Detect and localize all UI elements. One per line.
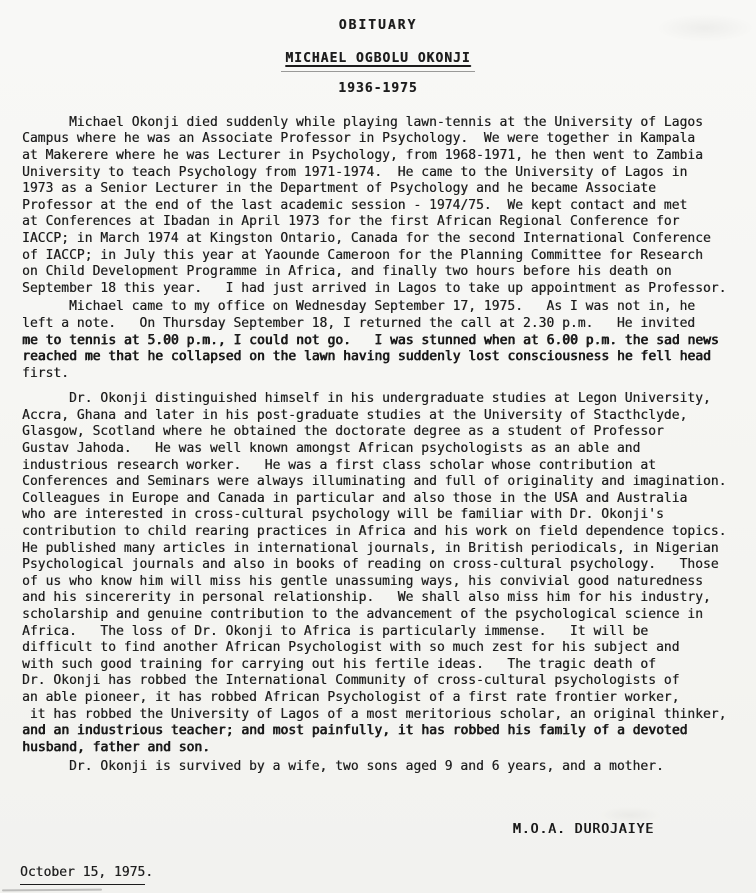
date-text: October 15, 1975: [20, 865, 145, 886]
paragraph-career-tribute: Dr. Okonji distinguished himself in his undergraduate studies at Legon University, Accra, Ghana and later in his post-graduate studies at the University of Stacthclyde, Glasgow, Scotland where he obtained the doctorate degree as a student of Professor Gustav Jahoda. He was well known amongst African psychologists as an able and industrious research worker. He was a first class scholar whose contribution at Conferences and Seminars were always illuminating and full of originality and imagination. Colleagues in Europe and Canada in particular and also those in the USA and Australia who are interested in cross-cultural psychology will be familiar with Dr. Okonji's contribution to child rearing practices in Africa and his work on field dependence topics. He published many articles in international journals, in British periodicals, in Nigerian Psychological journals and also in books of reading on cross-cultural psychology. Those of us who know him will miss his gentle unassuming ways, his convivial good naturedness and his sincererity in personal relationship. We shall also miss him for his industry, scholarship and genuine contribution to the advancement of the psychological science in Africa. The loss of Dr. Okonji to Africa is particularly immense. It will be difficult to find another African Psychologist with so much zest for his subject and with such good training for carrying out his fertile ideas. The tragic death of Dr. Okonji has robbed the International Community of cross-cultural psychologists of an able pioneer, it has robbed African Psychologist of a first rate frontier worker, it has robbed the University of Lagos of a most meritorious scholar, an original thinker, and an industrious teacher; and most painfully, it has robbed his family of a devoted husband, father and son.: [22, 391, 727, 755]
author-signature: M.O.A. DUROJAIYE: [512, 821, 654, 837]
deceased-name-row: [0, 51, 756, 73]
scan-artifact: [2, 889, 102, 892]
date-period: .: [145, 864, 154, 880]
obituary-body: [0, 115, 756, 885]
date-line: [20, 865, 742, 886]
deceased-name: MICHAEL OGBOLU OKONJI: [281, 51, 474, 73]
paragraph-death-announcement: Michael Okonji died suddenly while playing lawn-tennis at the University of Lagos Campus where he was an Associate Professor in Psychology. We were together in Kampala at Makerere where he was Lecturer in Psychology, from 1968-1971, he then went to Zambia University to teach Psychology from 1971-1974. He came to the University of Lagos in 1973 as a Senior Lecturer in the Department of Psychology and he became Associate Professor at the end of the last academic session - 1974/75. We kept contact and met at Conferences at Ibadan in April 1973 for the first African Regional Conference for IACCP; in March 1974 at Kingston Ontario, Canada for the second International Conference of IACCP; in July this year at Yaounde Cameroon for the Planning Committee for Research on Child Development Programme in Africa, and finally two hours before his death on September 18 this year. I had just arrived in Lagos to take up appointment as Professor.: [22, 114, 727, 296]
paragraph-survivors: Dr. Okonji is survived by a wife, two sons aged 9 and 6 years, and a mother.: [22, 759, 664, 775]
obituary-title: OBITUARY: [338, 18, 418, 33]
document-header: [0, 18, 756, 98]
paragraph-last-meeting: Michael came to my office on Wednesday September 17, 1975. As I was not in, he left a note. On Thursday September 18, I returned the call at 2.30 p.m. He invited me to tennis at 5.00 p.m., I could not go. I was stunned when at 6.00 p.m. the sad news reached me that he collapsed on the lawn having suddenly lost consciousness he fell head first.: [22, 299, 719, 381]
life-years: 1936-1975: [338, 81, 418, 97]
